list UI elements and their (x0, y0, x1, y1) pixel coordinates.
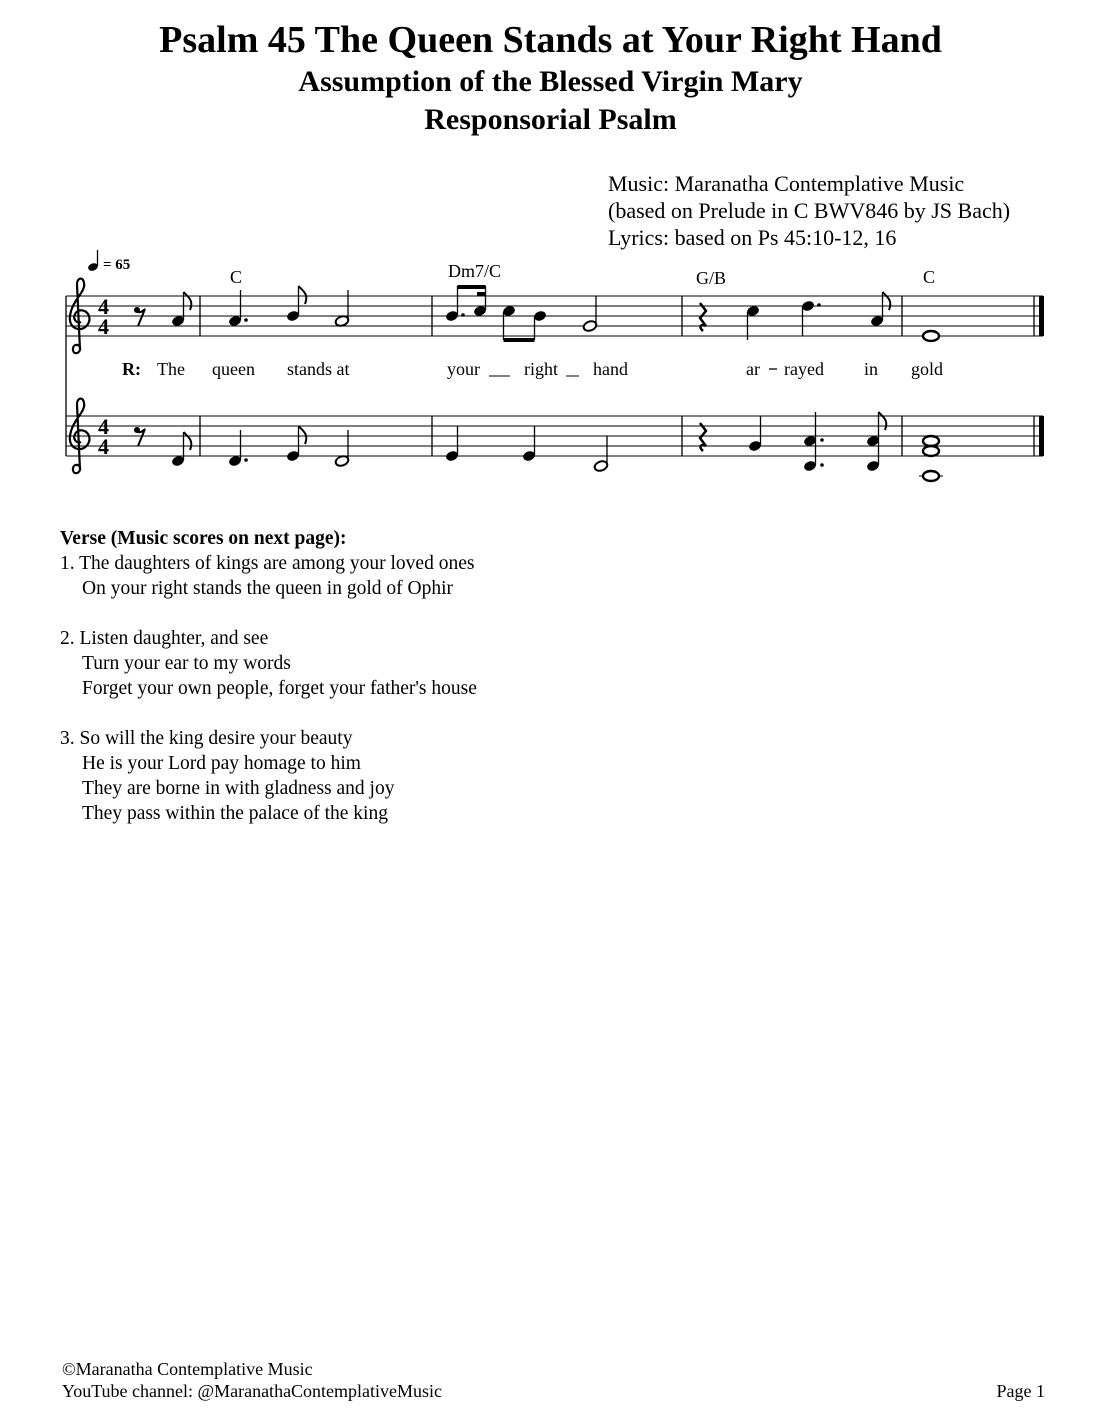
verse-line: Forget your own people, forget your father's house (82, 678, 477, 699)
youtube-channel: YouTube channel: @MaranathaContemplativeMusic (62, 1381, 443, 1401)
quarter-rest-icon (700, 423, 706, 451)
note (582, 296, 597, 332)
chord-symbol: Dm7/C (448, 261, 502, 281)
chord (919, 436, 943, 481)
time-signature (98, 414, 109, 459)
chord-symbol: C (923, 267, 936, 287)
note (748, 416, 762, 452)
footer (62, 1358, 442, 1402)
eighth-rest-icon (135, 428, 145, 446)
eighth-rest-icon (135, 308, 145, 326)
verse-line: He is your Lord pay homage to him (82, 753, 361, 774)
page-subtitle: Assumption of the Blessed Virgin Mary (298, 65, 803, 98)
svg-text:4: 4 (98, 314, 109, 339)
verse-line: On your right stands the queen in gold of Ophir (82, 578, 453, 599)
note (923, 331, 939, 341)
note-group (502, 305, 547, 340)
refrain-lyrics (122, 359, 943, 379)
note (870, 292, 890, 327)
svg-text:4: 4 (98, 434, 109, 459)
verse-line: 2. Listen daughter, and see (60, 628, 269, 649)
note (286, 286, 306, 322)
lyric-syllable: The (157, 359, 185, 379)
note-group (445, 286, 487, 322)
chord-symbol: C (230, 267, 243, 287)
note (286, 426, 306, 462)
note (171, 432, 191, 467)
copyright: ©Maranatha Contemplative Music (62, 1359, 313, 1379)
lyric-syllable: your (447, 359, 480, 379)
credit-lyrics: Lyrics: based on Ps 45:10-12, 16 (608, 225, 897, 250)
svg-text:4: 4 (98, 414, 109, 439)
note (445, 426, 459, 462)
credit-based-on: (based on Prelude in C BWV846 by JS Bach) (608, 198, 1011, 223)
page-subtitle-2: Responsorial Psalm (424, 103, 677, 136)
verses-section (60, 526, 477, 826)
melody-staff (66, 296, 1043, 336)
time-signature (98, 294, 109, 339)
music-score (0, 0, 1101, 500)
lyric-syllable: rayed (784, 359, 824, 379)
chord-symbol: G/B (696, 268, 727, 288)
verse-line: Turn your ear to my words (82, 653, 291, 674)
note (801, 300, 821, 336)
accompaniment-staff (66, 416, 1043, 456)
quarter-rest-icon (700, 303, 706, 331)
lyric-syllable: in (864, 359, 879, 379)
verses-heading: Verse (Music scores on next page): (60, 528, 347, 549)
verse-line: 3. So will the king desire your beauty (60, 728, 353, 749)
credit-music: Music: Maranatha Contemplative Music (608, 171, 965, 196)
note (171, 292, 191, 327)
lyric-syllable: hand (593, 359, 628, 379)
lyric-syllable: queen (212, 359, 255, 379)
chord (803, 412, 824, 472)
verse-line: They are borne in with gladness and joy (82, 778, 395, 799)
page-title: Psalm 45 The Queen Stands at Your Right Hand (159, 19, 942, 61)
refrain-label: R: (122, 359, 141, 379)
lyric-syllable: right (524, 359, 558, 379)
lyric-syllable: stands at (287, 359, 350, 379)
verse-line: 1. The daughters of kings are among your loved ones (60, 553, 475, 574)
tempo-marking (87, 250, 130, 273)
note (593, 436, 608, 472)
verse-line: They pass within the palace of the king (82, 803, 388, 824)
tempo-label: = 65 (103, 257, 131, 273)
svg-text:4: 4 (98, 294, 109, 319)
chord (866, 412, 886, 472)
lyric-syllable: ar (746, 359, 760, 379)
lyric-syllable: gold (911, 359, 944, 379)
page-number: Page 1 (996, 1381, 1045, 1401)
note (746, 305, 760, 340)
note (522, 426, 536, 462)
